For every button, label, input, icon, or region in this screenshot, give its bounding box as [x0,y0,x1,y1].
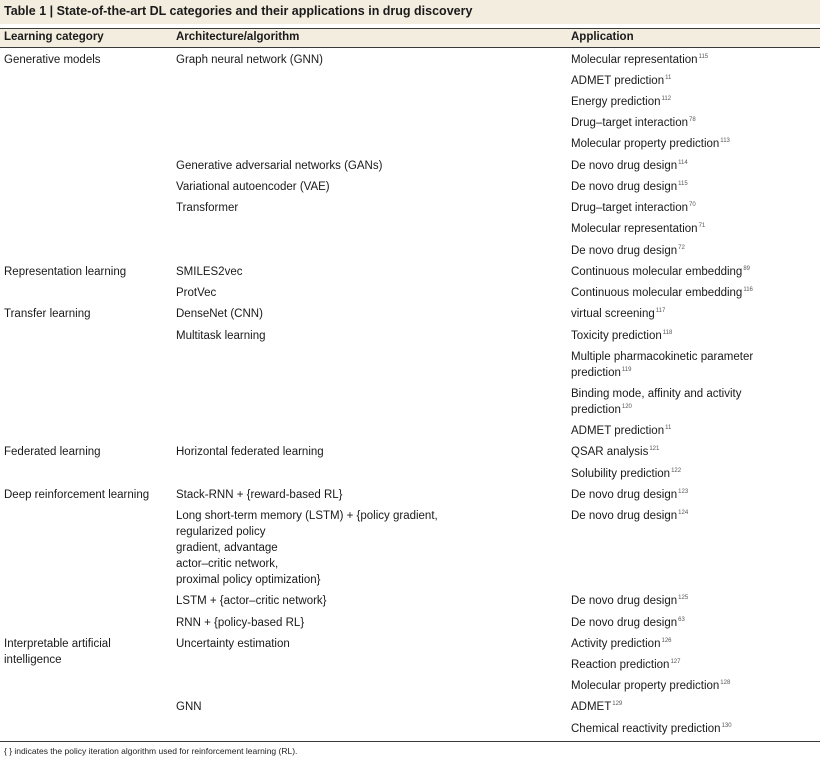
architecture-cell: Transformer [176,202,239,214]
table-header-row [0,28,820,48]
category-cell: Deep reinforcement learning [4,489,150,501]
header-application: Application [571,31,634,43]
application-cell: Molecular property prediction$^{128}$ [571,680,731,692]
table-title: Table 1 | State-of-the-art DL categories and their applications in drug discovery [4,4,473,18]
application-cell: Solubility prediction$^{122}$ [571,468,682,480]
header-learning-category: Learning category [4,31,104,43]
category-cell: Generative models [4,54,101,66]
application-cell: Drug–target interaction$^{70}$ [571,202,696,214]
application-cell: Continuous molecular embedding$^{89}$ [571,266,751,278]
application-cell: ADMET prediction$^{11}$ [571,425,672,437]
application-cell: De novo drug design$^{63}$ [571,617,685,629]
header-architecture: Architecture/algorithm [176,31,300,43]
application-cell: De novo drug design$^{114}$ [571,160,688,172]
application-cell: De novo drug design$^{124}$ [571,510,689,522]
application-cell: QSAR analysis$^{121}$ [571,446,660,458]
architecture-cell: actor–critic network, [176,558,279,570]
application-cell: prediction$^{119}$ [571,367,632,379]
architecture-cell: Generative adversarial networks (GANs) [176,160,383,172]
application-cell: Multiple pharmacokinetic parameter [571,351,754,363]
architecture-cell: Multitask learning [176,330,266,342]
application-cell: Toxicity prediction$^{118}$ [571,330,673,342]
architecture-cell: Stack-RNN + {reward-based RL} [176,489,343,501]
architecture-cell: Graph neural network (GNN) [176,54,323,66]
application-cell: Molecular representation$^{71}$ [571,223,706,235]
application-cell: Energy prediction$^{112}$ [571,96,672,108]
architecture-cell: Horizontal federated learning [176,446,324,458]
category-cell: Transfer learning [4,308,91,320]
application-cell: prediction$^{120}$ [571,404,632,416]
category-cell: Interpretable artificial [4,638,111,650]
application-cell: De novo drug design$^{72}$ [571,245,685,257]
application-cell: virtual screening$^{117}$ [571,308,666,320]
architecture-cell: DenseNet (CNN) [176,308,263,320]
architecture-cell: proximal policy optimization} [176,574,321,586]
architecture-cell: Variational autoencoder (VAE) [176,181,330,193]
category-cell: Federated learning [4,446,101,458]
application-cell: Molecular representation$^{115}$ [571,54,709,66]
table-bottom-rule [0,741,820,742]
application-cell: Activity prediction$^{126}$ [571,638,672,650]
application-cell: ADMET prediction$^{11}$ [571,75,672,87]
table-footnote: { } indicates the policy iteration algorithm used for reinforcement learning (RL). [4,746,298,756]
application-cell: Continuous molecular embedding$^{116}$ [571,287,753,299]
application-cell: Chemical reactivity prediction$^{130}$ [571,723,732,735]
category-cell: Representation learning [4,266,127,278]
category-cell: intelligence [4,654,62,666]
title-band [0,0,820,24]
application-cell: Drug–target interaction$^{78}$ [571,117,696,129]
application-cell: Binding mode, affinity and activity [571,388,742,400]
application-cell: Molecular property prediction$^{113}$ [571,138,730,150]
architecture-cell: Uncertainty estimation [176,638,290,650]
application-cell: De novo drug design$^{115}$ [571,181,688,193]
architecture-cell: RNN + {policy-based RL} [176,617,305,629]
architecture-cell: ProtVec [176,287,217,299]
application-cell: Reaction prediction$^{127}$ [571,659,681,671]
architecture-cell: LSTM + {actor–critic network} [176,595,327,607]
architecture-cell: GNN [176,701,202,713]
architecture-cell: regularized policy [176,526,266,538]
application-cell: De novo drug design$^{123}$ [571,489,689,501]
architecture-cell: SMILES2vec [176,266,243,278]
architecture-cell: gradient, advantage [176,542,278,554]
application-cell: ADMET$^{129}$ [571,701,623,713]
application-cell: De novo drug design$^{125}$ [571,595,689,607]
architecture-cell: Long short-term memory (LSTM) + {policy gradient, [176,510,438,522]
